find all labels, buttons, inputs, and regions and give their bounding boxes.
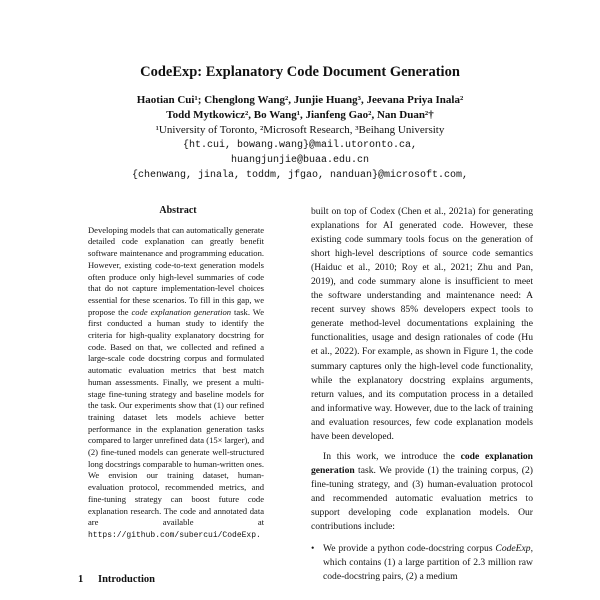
- abstract-text: [88, 225, 264, 542]
- author-block: [0, 93, 600, 183]
- section-title: Introduction: [98, 574, 155, 585]
- right-column: [311, 205, 533, 584]
- email-line-2: huangjunjie@buaa.edu.cn: [230, 155, 370, 166]
- intro-p2-part-c: task. We provide (1) the training corpus, (2) fine-tuning strategy, and (3) human-evaluation protocol and recommended automatic evaluation metrics to support developing code explanation models. Our contributions include:: [311, 464, 533, 533]
- email-line-1: {ht.cui, bowang.wang}@mail.utoronto.ca,: [182, 140, 418, 151]
- section-number: 1: [78, 574, 84, 585]
- contribution-bullet-1: [311, 542, 533, 584]
- abstract-part-1: Developing models that can automatically generate detailed code explanation can greatly benefit software maintenance and programming education. However, existing code-to-text generation models often produce only high-level summaries of code that do not capture implementation-level choices essential for these scenarios. To fill in this gap, we propose the: [88, 224, 264, 317]
- paper-title: CodeExp: Explanatory Code Document Generation: [140, 64, 460, 80]
- bullet-dot-icon: •: [311, 543, 315, 555]
- author-names-line-1: Haotian Cui¹; Chenglong Wang², Junjie Huang³, Jeevana Priya Inala²: [136, 94, 464, 106]
- left-column: [78, 205, 278, 542]
- intro-paragraph-2: [311, 450, 533, 534]
- bullet-part-b: , which contains (1) a large partition of 2.3 million raw code-docstring pairs, (2) a medium: [323, 543, 533, 583]
- section-introduction-heading: [78, 574, 155, 585]
- abstract-part-2: task. We first conducted a human study to identify the criteria for high-quality explanatory docstring for code. Based on that, we collected and refined a large-scale code docstring corpus and formulated automatic evaluation metrics that best match human assessments. Finally, we present a multi-stage fine-tuning strategy and baseline models for the task. Our experiments show that (1) our refined training dataset lets models achieve better performance in the explanation generation tasks compared to larger unrefined data (15× larger), and (2) fine-tuned models can generate well-structured long docstrings comparable to human-written ones. We envision our training dataset, human-evaluation protocol, recommended metrics, and fine-tuning strategy can boost future code explanation research. The code and annotated data are available at: [88, 306, 264, 528]
- intro-task-name: code explanation generation: [311, 450, 534, 476]
- intro-paragraph-1: built on top of Codex (Chen et al., 2021a) for generating explanations for AI generated code. However, these existing code summary tools focus on the generation of short high-level descriptions of source code semantics (Haiduc et al., 2010; Roy et al., 2021; Zhu and Pan, 2019), and code summary alone is insufficient to meet the software understanding and maintenance need: A recent survey shows 85% developers expect tools to generate method-level documentations explaining the functionalities, usage and design rationales of code (Hu et al., 2022). For example, as shown in Figure 1, the code summary captures only the high-level code functionality, while the explanatory docstring explains arguments, return values, and its computation process in a detailed and informative way. However, due to the lack of training and evaluation resources, few code explanation models have been developed.: [311, 206, 533, 442]
- abstract-heading: Abstract: [159, 205, 197, 216]
- intro-p2-part-a: In this work, we introduce the: [323, 450, 461, 462]
- email-line-3: {chenwang, jinala, toddm, jfgao, nanduan}@microsoft.com,: [131, 170, 469, 181]
- author-names-line-2: Todd Mytkowicz², Bo Wang¹, Jianfeng Gao², Nan Duan²†: [166, 109, 434, 121]
- corpus-name: CodeExp: [495, 543, 531, 555]
- affiliations: ¹University of Toronto, ²Microsoft Research, ³Beihang University: [155, 124, 445, 136]
- bullet-part-a: We provide a python code-docstring corpus: [323, 543, 496, 555]
- abstract-task-name: code explanation generation: [131, 306, 232, 317]
- repo-link[interactable]: https://github.com/subercui/CodeExp.: [88, 530, 261, 540]
